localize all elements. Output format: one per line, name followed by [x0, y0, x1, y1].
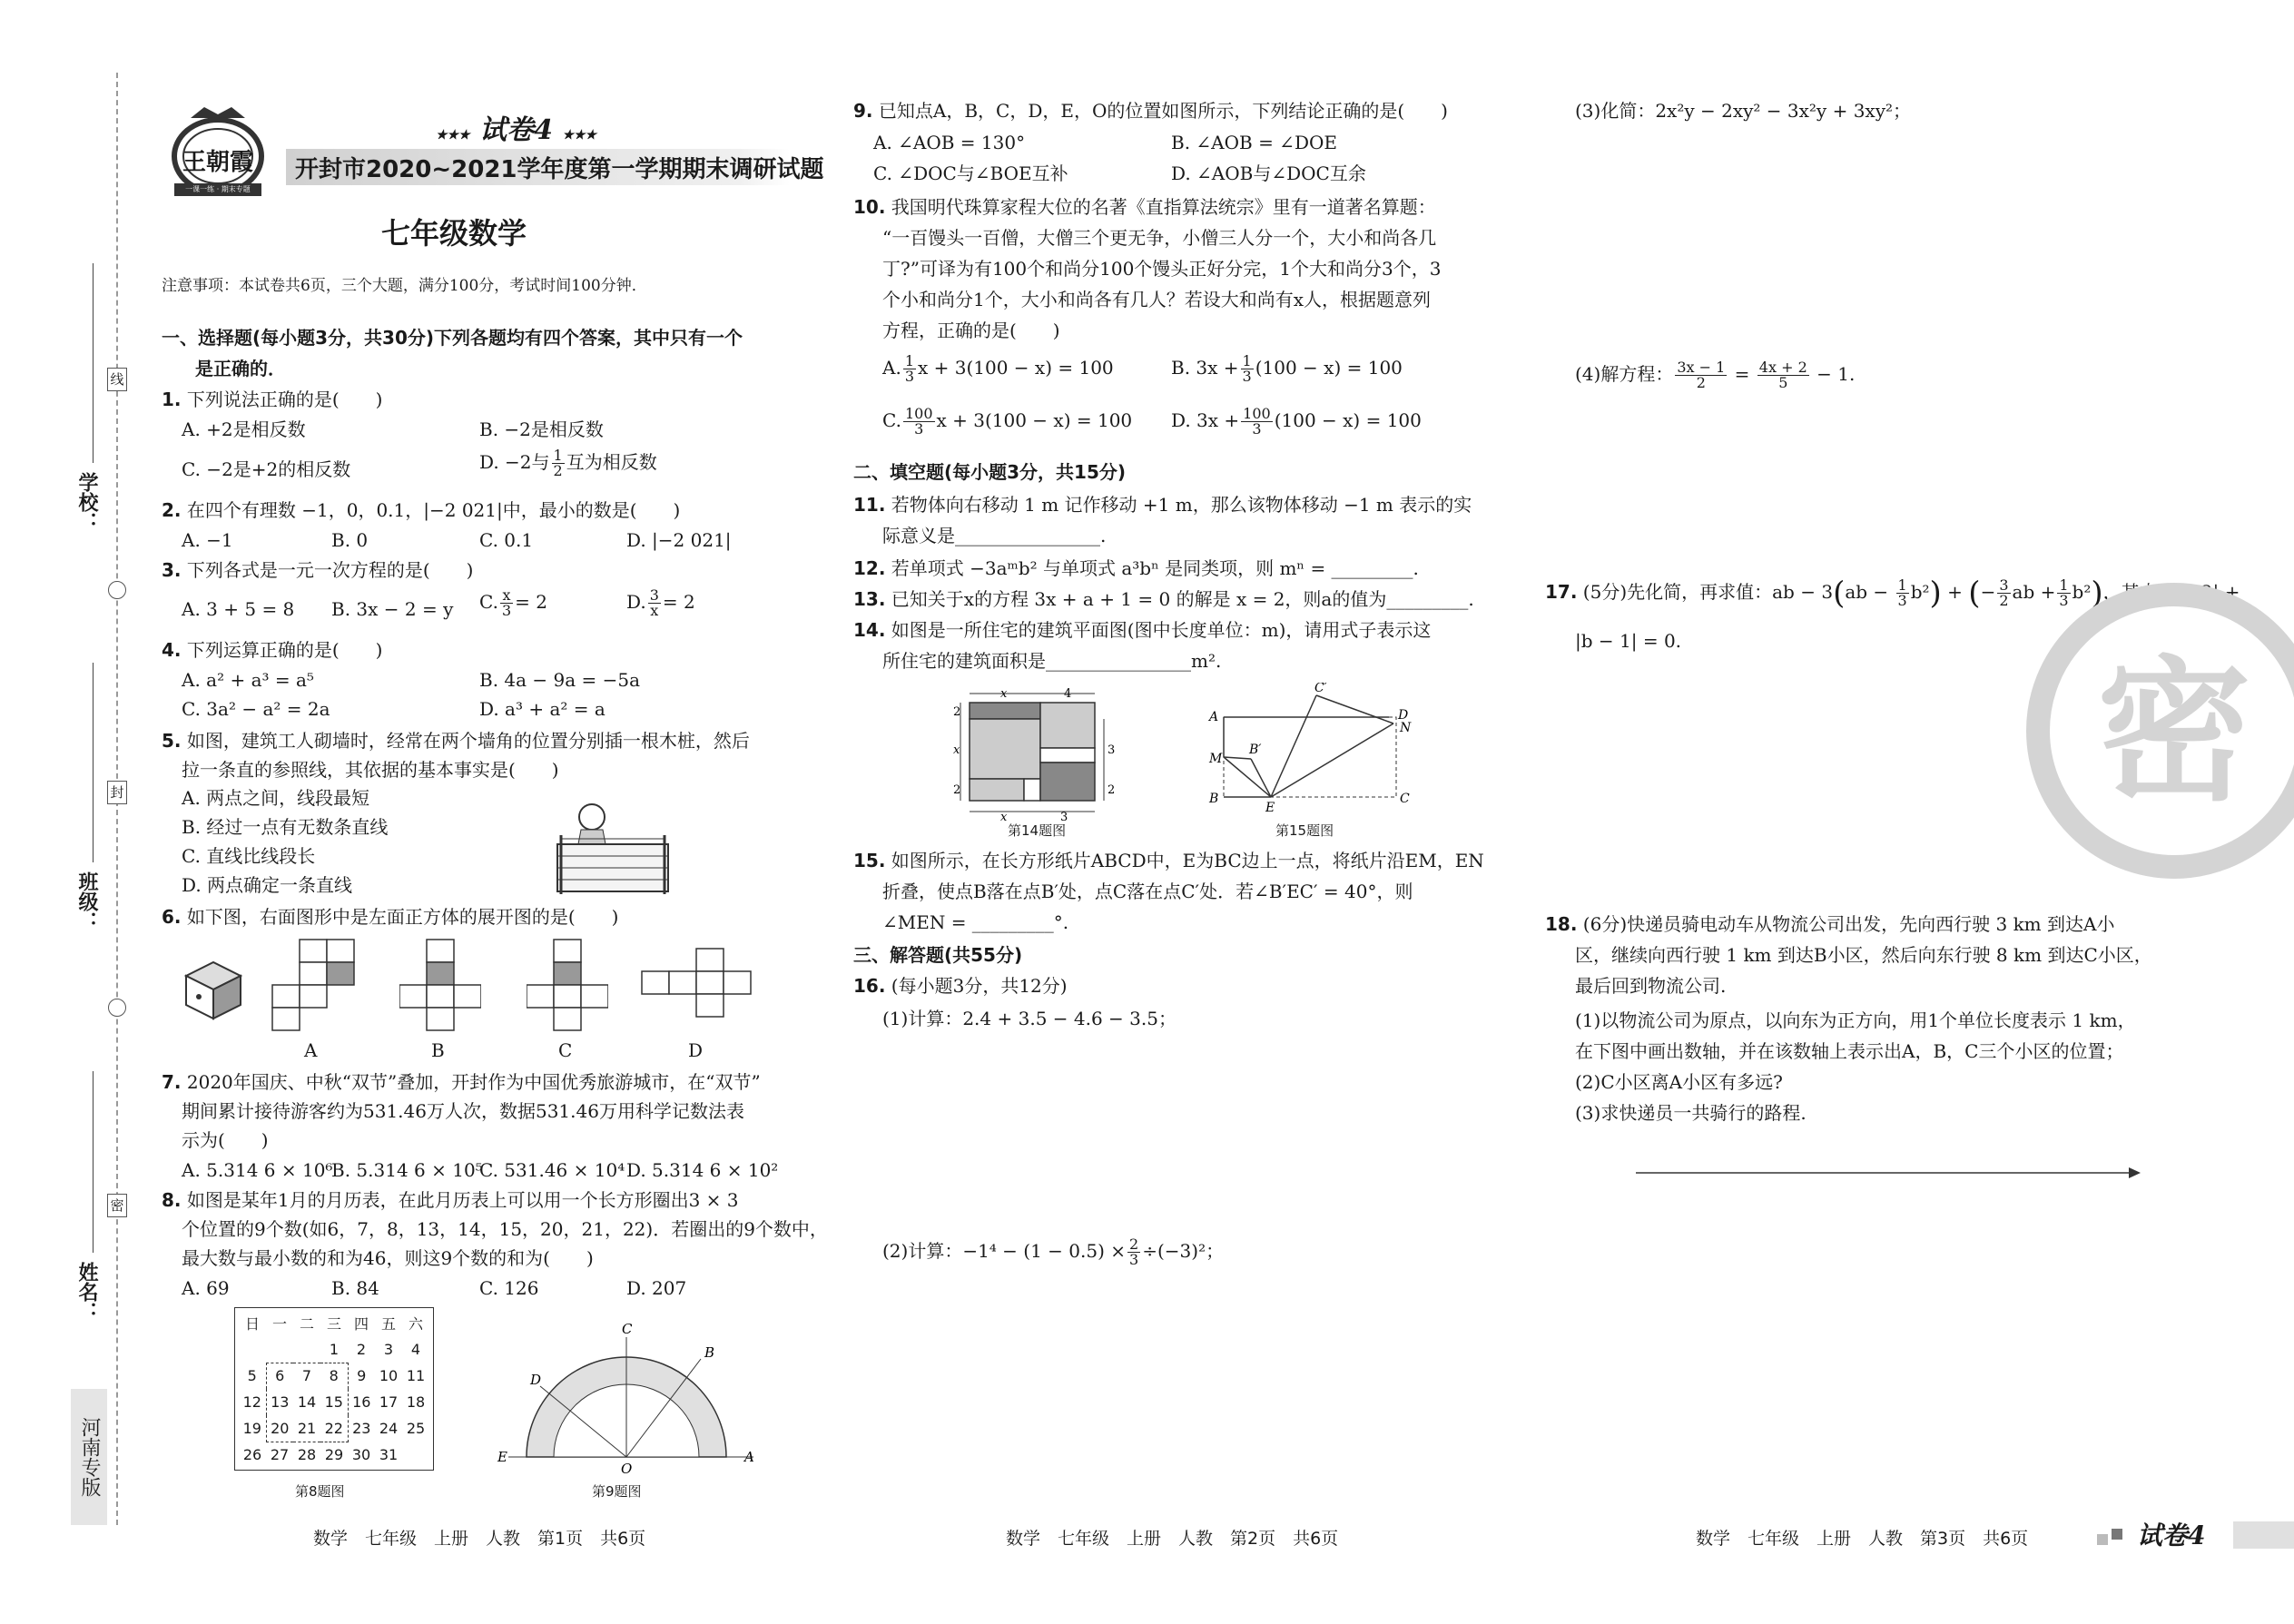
q1-option-b[interactable]: B. −2是相反数 [479, 418, 604, 440]
question-16-stem: 16. (每小题3分，共12分) [853, 975, 1068, 997]
q5-option-d[interactable]: D. 两点确定一条直线 [182, 874, 353, 896]
footer-tag-block [2097, 1516, 2294, 1556]
question-18-stem-cont: 区，继续向西行驶 1 km 到达B小区，然后向东行驶 8 km 到达C小区， [1575, 944, 2152, 966]
question-12-stem: 12. 若单项式 −3aᵐb² 与单项式 a³bⁿ 是同类项，则 mⁿ = _________. [853, 557, 1419, 579]
name-label: 姓名： [75, 1262, 98, 1322]
dim-2: 2 [953, 783, 961, 797]
label-c: C [1400, 792, 1410, 806]
question-4-stem: 4. 下列运算正确的是( ) [162, 639, 383, 661]
question-10-stem-cont: 方程，正确的是( ) [882, 320, 1060, 341]
q1-option-d[interactable]: D. −2与 $\frac{1}{2}$ 互为相反数 [479, 447, 657, 479]
q10-option-c[interactable]: C. $\frac{100}{3}$ x + 3(100 − x) = 100 [882, 405, 1133, 438]
question-18-stem: 18. (6分)快递员骑电动车从物流公司出发，先向西行驶 3 km 到达A小 [1545, 913, 2115, 935]
protractor-figure [490, 1321, 763, 1480]
label-e: E [1265, 801, 1275, 815]
label-b-prime: B′ [1249, 743, 1262, 757]
q10-option-b[interactable]: B. 3x + $\frac{1}{3}$ (100 − x) = 100 [1171, 352, 1403, 385]
footer-tag-bar [2233, 1521, 2294, 1549]
dim-x: x [953, 743, 960, 757]
net-label-d: D [688, 1039, 704, 1061]
label-n: N [1400, 721, 1412, 735]
page-footer-1: 数学 七年级 上册 人教 第1页 共6页 [313, 1529, 646, 1549]
dim-3: 3 [1060, 811, 1068, 822]
q2-option-a[interactable]: A. −1 [182, 529, 233, 551]
q9-option-a[interactable]: A. ∠AOB = 130° [873, 132, 1026, 153]
question-5-stem-cont: 拉一条直的参照线，其依据的基本事实是( ) [182, 759, 559, 781]
question-9-stem: 9. 已知点A，B，C，D，E，O的位置如图所示，下列结论正确的是( ) [853, 100, 1448, 122]
dim-x: x [1000, 687, 1008, 701]
net-option-c[interactable] [527, 935, 608, 1035]
q2-option-c[interactable]: C. 0.1 [479, 529, 534, 551]
fraction: $\frac{100}{3}$ [904, 405, 933, 438]
q3-option-d[interactable]: D. $\frac{3}{x}$ = 2 [626, 586, 695, 619]
q9-option-b[interactable]: B. ∠AOB = ∠DOE [1171, 132, 1337, 153]
class-label: 班级： [75, 871, 98, 931]
fraction: $\frac{3x - 1}{2}$ [1677, 359, 1726, 391]
fraction: $\frac{1}{3}$ [1242, 352, 1252, 385]
fig9-caption: 第9题图 [592, 1483, 642, 1500]
page-footer-3: 数学 七年级 上册 人教 第3页 共6页 [1696, 1529, 2029, 1549]
calendar-row: 19 20 21 22 23 24 25 [239, 1415, 429, 1442]
dim-2: 2 [953, 705, 961, 719]
q2-option-d[interactable]: D. |−2 021| [626, 529, 732, 551]
question-10-stem: 10. 我国明代珠算家程大位的名著《直指算法统宗》里有一道著名算题： [853, 196, 1436, 218]
q10-option-d[interactable]: D. 3x + $\frac{100}{3}$ (100 − x) = 100 [1171, 405, 1422, 438]
q3-option-a[interactable]: A. 3 + 5 = 8 [182, 598, 295, 620]
label-d: D [530, 1372, 542, 1388]
mark-dense: 密 [107, 1194, 127, 1217]
question-15-stem-cont: 折叠，使点B落在点B′处，点C落在点C′处．若∠B′EC′ = 40°，则 [882, 881, 1413, 902]
q7-option-b[interactable]: B. 5.314 6 × 10⁵ [331, 1159, 483, 1181]
net-option-d[interactable] [640, 944, 758, 1026]
label-o: O [621, 1461, 633, 1477]
fold-figure [1207, 683, 1416, 819]
question-8-stem: 8. 如图是某年1月的月历表，在此月历表上可以用一个长方形圈出3 × 3 [162, 1189, 739, 1211]
fraction: $\frac{100}{3}$ [1243, 405, 1271, 438]
label-a: A [1209, 710, 1219, 724]
circle-mark [108, 999, 126, 1017]
mark-line: 线 [107, 368, 127, 391]
fraction: $\frac{1}{3}$ [1897, 576, 1907, 609]
q4-option-a[interactable]: A. a² + a³ = a⁵ [182, 669, 314, 691]
q7-option-a[interactable]: A. 5.314 6 × 10⁶ [182, 1159, 333, 1181]
fig15-caption: 第15题图 [1275, 822, 1334, 839]
question-3-stem: 3. 下列各式是一元一次方程的是( ) [162, 559, 474, 581]
page-footer-2: 数学 七年级 上册 人教 第2页 共6页 [1006, 1529, 1339, 1549]
number-line-arrow[interactable] [1634, 1164, 2142, 1182]
label-b: B [1209, 792, 1219, 806]
dim-4: 4 [1064, 687, 1072, 701]
question-8-stem-cont: 最大数与最小数的和为46，则这9个数的和为( ) [182, 1247, 594, 1269]
net-label-b: B [431, 1039, 445, 1061]
section1-title-cont: 是正确的． [195, 358, 286, 379]
label-b: B [704, 1344, 715, 1361]
q8-option-a[interactable]: A. 69 [182, 1277, 230, 1299]
school-label: 学校： [75, 472, 98, 532]
question-18-stem-cont: 最后回到物流公司. [1575, 975, 1727, 997]
q1-option-a[interactable]: A. +2是相反数 [182, 418, 306, 440]
q5-option-a[interactable]: A. 两点之间，线段最短 [182, 787, 370, 809]
question-14-stem-cont: 所住宅的建筑面积是________________m². [882, 650, 1222, 672]
dim-x: x [1000, 811, 1008, 822]
question-1-stem: 1. 下列说法正确的是( ) [162, 389, 383, 410]
section1-title: 一、选择题(每小题3分，共30分)下列各题均有四个答案，其中只有一个 [162, 327, 743, 349]
label-a: A [744, 1449, 754, 1465]
q8-option-b[interactable]: B. 84 [331, 1277, 379, 1299]
question-7-stem: 7. 2020年国庆、中秋“双节”叠加，开封作为中国优秀旅游城市，在“双节” [162, 1071, 761, 1093]
mark-seal: 封 [107, 781, 127, 804]
decorative-squares [2112, 1529, 2122, 1540]
q3-option-c[interactable]: C. $\frac{x}{3}$ = 2 [479, 586, 547, 619]
footer-tag: 试卷4 [2137, 1521, 2206, 1550]
question-8-stem-cont: 个位置的9个数(如6，7，8，13，14，15，20，21，22)．若圈出的9个数中， [182, 1218, 828, 1240]
q16-part3: (3)化简：2x²y − 2xy² − 3x²y + 3xy²； [1575, 100, 1912, 122]
fraction: $\frac{x}{3}$ [501, 586, 512, 619]
name-blank[interactable] [93, 1071, 94, 1253]
question-10-stem-cont: 丁?”可译为有100个和尚分100个馒头正好分完，1个大和尚分3个，3 [882, 258, 1442, 280]
class-blank[interactable] [93, 663, 94, 862]
logo-text: 王朝霞 [182, 149, 253, 176]
question-11-stem-cont: 际意义是________________. [882, 525, 1107, 546]
q8-option-d[interactable]: D. 207 [626, 1277, 687, 1299]
question-18-stem-cont: 在下图中画出数轴，并在该数轴上表示出A，B，C三个小区的位置； [1575, 1040, 2124, 1062]
cube-figure [177, 953, 250, 1026]
logo-subtext: 一课一练 · 期末专题 [185, 185, 251, 193]
question-18-stem-cont: (1)以物流公司为原点，以向东为正方向，用1个单位长度表示 1 km， [1575, 1009, 2136, 1031]
q9-option-d[interactable]: D. ∠AOB与∠DOC互余 [1171, 162, 1366, 184]
question-11-stem: 11. 若物体向右移动 1 m 记作移动 +1 m，那么该物体移动 −1 m 表示的实 [853, 494, 1472, 516]
fraction: $\frac{4x + 2}{5}$ [1758, 359, 1807, 391]
seal-character: 密 [2096, 643, 2252, 822]
circle-mark [108, 581, 126, 599]
net-option-a[interactable] [263, 935, 363, 1035]
q7-option-d[interactable]: D. 5.314 6 × 10² [626, 1159, 779, 1181]
question-6-stem: 6. 如下图，右面图形中是左面正方体的展开图的是( ) [162, 906, 619, 928]
q16-part2: (2)计算：−1⁴ − (1 − 0.5) × $\frac{2}{3}$ ÷(−3)²； [882, 1235, 1225, 1268]
binding-strip [0, 0, 154, 1624]
section2-title: 二、填空题(每小题3分，共15分) [853, 461, 1127, 483]
fraction: $\frac{1}{3}$ [2059, 576, 2069, 609]
question-17-stem: 17. (5分)先化简，再求值：ab − 3(ab − $\frac{1}{3}$ b²) + (− $\frac{3}{2}$ ab + $\frac{1}{3}$ b²)，其中|a + 2| + [1545, 575, 2240, 612]
question-7-stem-cont: 期间累计接待游客约为531.46万人次，数据531.46万用科学记数法表 [182, 1100, 744, 1122]
calendar-row: 12 13 14 15 16 17 18 [239, 1389, 429, 1415]
subject-title: 七年级数学 [381, 216, 527, 251]
label-m: M [1209, 752, 1223, 766]
question-10-stem-cont: 个小和尚分1个，大小和尚各有几人？若设大和尚有x人，根据题意列 [882, 289, 1432, 310]
brick-wall-figure [556, 799, 674, 899]
question-5-stem: 5. 如图，建筑工人砌墙时，经常在两个墙角的位置分别插一根木桩，然后 [162, 730, 750, 752]
q4-option-d[interactable]: D. a³ + a² = a [479, 698, 605, 720]
q2-option-b[interactable]: B. 0 [331, 529, 369, 551]
label-c: C [622, 1321, 633, 1337]
calendar-row: 26 27 28 29 30 31 [242, 1446, 399, 1464]
question-2-stem: 2. 在四个有理数 −1，0，0.1，|−2 021|中，最小的数是( ) [162, 499, 681, 521]
star-icon: ★★★ [562, 128, 597, 143]
q5-option-b[interactable]: B. 经过一点有无数条直线 [182, 816, 389, 838]
section3-title: 三、解答题(共55分) [853, 944, 1023, 966]
dim-2: 2 [1108, 783, 1116, 797]
calendar-head: 日 一 二 三 四 五 六 [244, 1315, 423, 1333]
q9-option-c[interactable]: C. ∠DOC与∠BOE互补 [873, 162, 1068, 184]
question-10-stem-cont: “一百馒头一百僧，大僧三个更无争，小僧三人分一个，大小和尚各几 [882, 227, 1437, 249]
decorative-squares [2097, 1534, 2108, 1545]
q3-option-b[interactable]: B. 3x − 2 = y [331, 598, 454, 620]
dim-3: 3 [1108, 743, 1116, 757]
star-icon: ★★★ [436, 128, 470, 143]
question-17-stem-cont: |b − 1| = 0. [1575, 630, 1682, 652]
q10-option-a[interactable]: A. $\frac{1}{3}$ x + 3(100 − x) = 100 [882, 352, 1114, 385]
question-18-stem-cont: (2)C小区离A小区有多远? [1575, 1071, 1783, 1093]
label-c-prime: C′ [1314, 683, 1327, 695]
net-label-a: A [304, 1039, 318, 1061]
header-banner [154, 100, 824, 200]
fig14-caption: 第14题图 [1008, 822, 1067, 839]
fraction: $\frac{3}{2}$ [1999, 576, 2009, 609]
fig8-caption: 第8题图 [295, 1483, 345, 1500]
q1-option-c[interactable]: C. −2是+2的相反数 [182, 458, 351, 480]
q4-option-b[interactable]: B. 4a − 9a = −5a [479, 669, 641, 691]
net-option-b[interactable] [399, 935, 481, 1035]
notice: 注意事项：本试卷共6页，三个大题，满分100分，考试时间100分钟． [162, 277, 647, 295]
question-7-stem-cont: 示为( ) [182, 1129, 269, 1151]
question-18-stem-cont: (3)求快递员一共骑行的路程. [1575, 1102, 1807, 1124]
net-label-c: C [558, 1039, 573, 1061]
label-e: E [497, 1449, 507, 1465]
q5-option-c[interactable]: C. 直线比线段长 [182, 845, 316, 867]
question-15-stem: 15. 如图所示，在长方形纸片ABCD中，E为BC边上一点，将纸片沿EM，EN [853, 850, 1484, 871]
fraction: $\frac{2}{3}$ [1129, 1235, 1139, 1268]
floor-plan-figure [953, 686, 1144, 822]
calendar-row: 1 2 3 4 [329, 1340, 421, 1358]
paper-number: ★★★ 试卷4 ★★★ [436, 114, 597, 146]
question-13-stem: 13. 已知关于x的方程 3x + a + 1 = 0 的解是 x = 2，则a的值为_________. [853, 588, 1474, 610]
q16-part4: (4)解方程： $\frac{3x - 1}{2}$ = $\frac{4x + 2}{5}$ − 1. [1575, 359, 1856, 391]
q7-option-c[interactable]: C. 531.46 × 10⁴ [479, 1159, 625, 1181]
school-blank[interactable] [93, 263, 94, 463]
question-15-stem-cont: ∠MEN = _________°. [882, 911, 1069, 933]
calendar-figure [234, 1307, 434, 1471]
label-d: D [1398, 708, 1409, 723]
calendar-row: 5 6 7 8 9 10 11 [239, 1363, 429, 1389]
fraction: $\frac{3}{x}$ [649, 586, 659, 619]
q4-option-c[interactable]: C. 3a² − a² = 2a [182, 698, 330, 720]
fraction: $\frac{1}{3}$ [904, 352, 914, 385]
exam-title: 开封市2020~2021学年度第一学期期末调研试题 [295, 156, 824, 183]
fraction: $\frac{1}{2}$ [553, 447, 563, 479]
q8-option-c[interactable]: C. 126 [479, 1277, 539, 1299]
seal-watermark [2024, 581, 2294, 881]
question-14-stem: 14. 如图是一所住宅的建筑平面图(图中长度单位：m)，请用式子表示这 [853, 619, 1432, 641]
q16-part1: (1)计算：2.4 + 3.5 − 4.6 − 3.5； [882, 1008, 1177, 1029]
region-label: 河南专版 [71, 1389, 107, 1525]
